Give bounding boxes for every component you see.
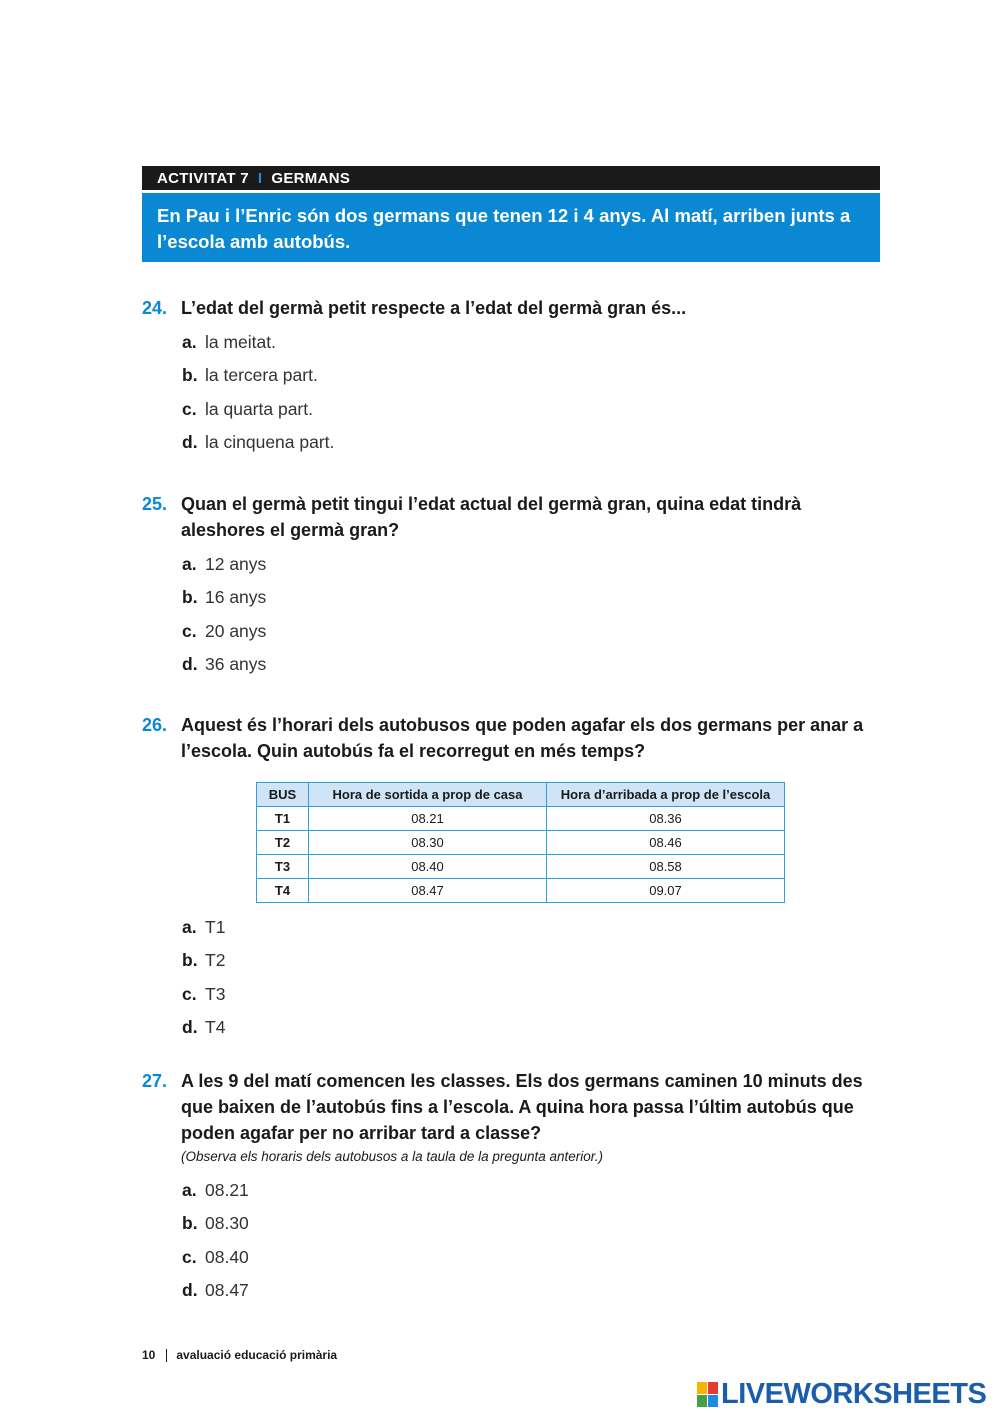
option-c[interactable]: c. 20 anys: [182, 620, 267, 641]
option-a[interactable]: a. 12 anys: [182, 554, 267, 574]
activity-name: GERMANS: [271, 169, 351, 187]
option-b[interactable]: b. 16 anys: [182, 587, 267, 608]
question-number: 26.: [142, 715, 168, 735]
page-number: 10: [142, 1348, 156, 1362]
liveworksheets-logo-icon: [697, 1382, 719, 1408]
option-d[interactable]: d. T4: [182, 1016, 226, 1037]
footer-title: avaluació educació primària: [176, 1348, 338, 1362]
options-list: [182, 1174, 884, 1307]
brand-name: LIVEWORKSHEETS: [721, 1378, 987, 1410]
option-a[interactable]: a. T1: [182, 917, 226, 937]
option-d[interactable]: d. la cinquena part.: [182, 431, 335, 452]
liveworksheets-brand[interactable]: [697, 1378, 986, 1411]
option-c[interactable]: c. la quarta part.: [182, 398, 313, 419]
question-text: Aquest és l’horari dels autobusos que poden agafar els dos germans per anar a l’escola. Quin autobús fa el recorregut en més temps?: [181, 715, 864, 761]
option-b[interactable]: b. la tercera part.: [182, 365, 318, 386]
table-row: T2 08.30 08.46: [257, 831, 785, 855]
options-list: [182, 326, 884, 459]
table-header-row: [257, 783, 785, 807]
question-26: [142, 712, 884, 1044]
bus-schedule-table: [256, 782, 785, 903]
question-text: L’edat del germà petit respecte a l’edat del germà gran és...: [181, 298, 687, 318]
option-b[interactable]: b. 08.30: [182, 1213, 249, 1234]
option-b[interactable]: b. T2: [182, 950, 226, 971]
question-25: [142, 491, 884, 681]
options-list: [182, 911, 884, 1044]
option-c[interactable]: c. 08.40: [182, 1246, 249, 1267]
activity-label: ACTIVITAT 7: [157, 169, 249, 187]
table-row: T1 08.21 08.36: [257, 807, 785, 831]
table-row: T4 08.47 09.07: [257, 879, 785, 903]
question-27: [142, 1068, 884, 1307]
option-a[interactable]: a. la meitat.: [182, 332, 276, 352]
options-list: [182, 548, 884, 681]
activity-separator: I: [257, 169, 263, 187]
footer-divider: [166, 1349, 167, 1362]
column-header-arrival: Hora d’arribada a prop de l’escola: [547, 783, 785, 807]
column-header-bus: BUS: [257, 783, 309, 807]
question-number: 24.: [142, 298, 168, 318]
option-d[interactable]: d. 08.47: [182, 1279, 249, 1300]
activity-header: [142, 166, 880, 190]
question-number: 25.: [142, 494, 168, 514]
question-text: A les 9 del matí comencen les classes. Els dos germans caminen 10 minuts des que baixen de l’autobús fins a l’escola. A quina hora passa l’últim autobús que poden agafar per no arribar tard a classe?: [181, 1071, 863, 1143]
page-footer: [142, 1348, 337, 1362]
question-note: (Observa els horaris dels autobusos a la taula de la pregunta anterior.): [181, 1149, 603, 1164]
table-row: T3 08.40 08.58: [257, 855, 785, 879]
activity-intro: En Pau i l’Enric són dos germans que tenen 12 i 4 anys. Al matí, arriben junts a l’escola amb autobús.: [142, 193, 880, 262]
question-text: Quan el germà petit tingui l’edat actual del germà gran, quina edat tindrà aleshores el germà gran?: [181, 494, 802, 540]
column-header-departure: Hora de sortida a prop de casa: [309, 783, 547, 807]
option-a[interactable]: a. 08.21: [182, 1180, 249, 1200]
question-number: 27.: [142, 1071, 168, 1091]
question-24: [142, 295, 884, 459]
option-c[interactable]: c. T3: [182, 983, 226, 1004]
option-d[interactable]: d. 36 anys: [182, 653, 267, 674]
